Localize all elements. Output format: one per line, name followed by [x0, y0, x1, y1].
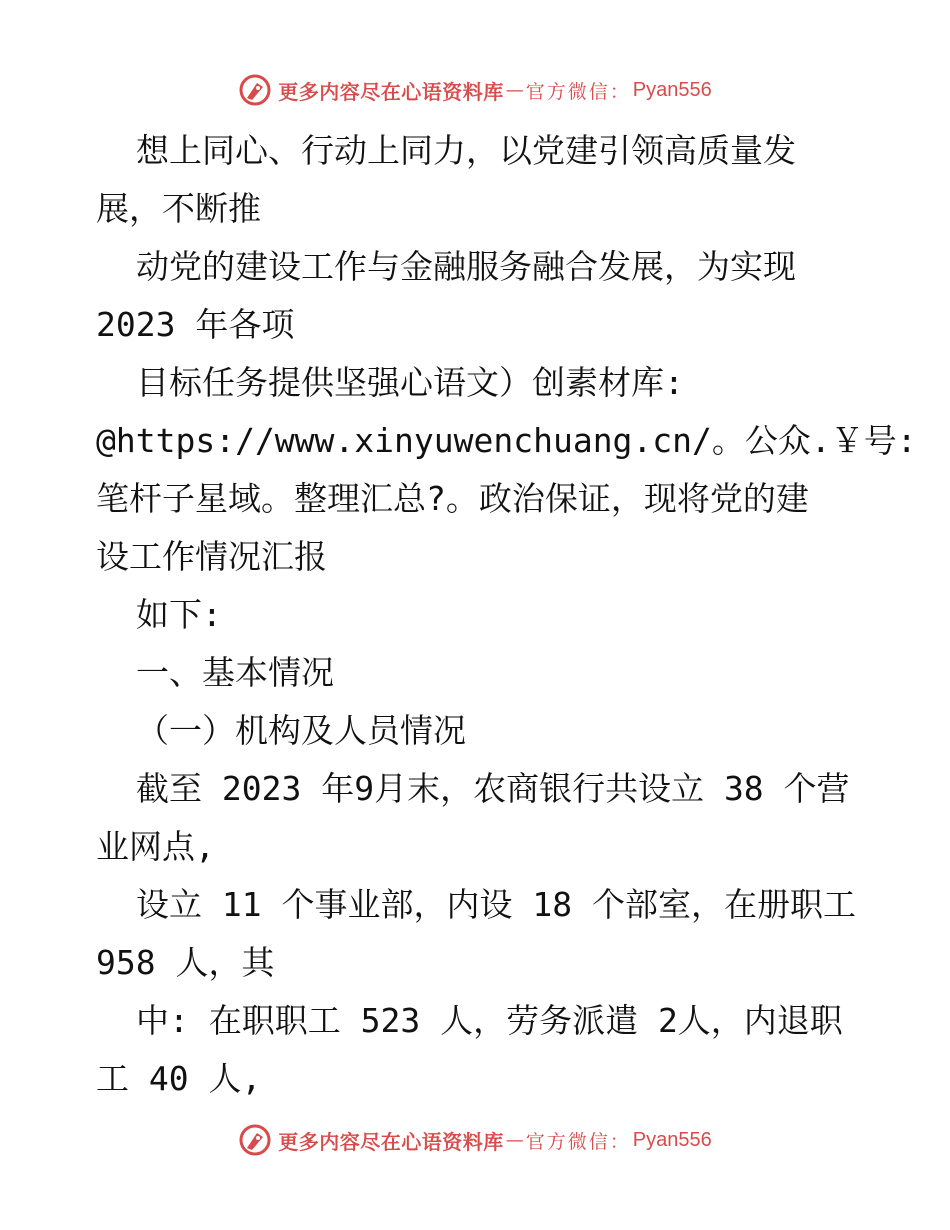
watermark-dash: — — [505, 79, 524, 101]
body-line: 设立 11 个事业部，内设 18 个部室，在册职工 — [136, 885, 856, 924]
body-line: 目标任务提供坚强心语文）创素材库: — [136, 363, 684, 402]
body-line: 想上同心、行动上同力，以党建引领高质量发 — [136, 131, 796, 170]
body-line: 2023 年各项 — [96, 305, 295, 344]
body-line: 958 人，其 — [96, 943, 275, 982]
body-line: 工 40 人, — [96, 1059, 262, 1098]
watermark-wechat-id: Pyan556 — [632, 78, 712, 101]
body-line: 动党的建设工作与金融服务融合发展，为实现 — [136, 247, 796, 286]
pen-nib-logo-icon — [238, 1123, 272, 1157]
watermark-label: 官方微信： — [525, 80, 631, 103]
watermark-label: 官方微信： — [525, 1130, 631, 1153]
section-heading: 一、基本情况 — [136, 653, 334, 692]
body-line-url: @https://www.xinyuwenchuang.cn/。公众.￥号: — [96, 421, 917, 460]
footer-watermark — [0, 1120, 950, 1160]
body-line: 如下: — [136, 595, 222, 634]
body-line: 展，不断推 — [96, 189, 261, 228]
watermark-dash: — — [505, 1129, 524, 1151]
body-line: 笔杆子星域。整理汇总?。政治保证，现将党的建 — [96, 479, 809, 518]
body-line: 业网点, — [96, 827, 215, 866]
subsection-heading: （一）机构及人员情况 — [136, 711, 466, 750]
watermark-wechat-id: Pyan556 — [632, 1128, 712, 1151]
watermark-site: 更多内容尽在心语资料库 — [278, 1129, 504, 1154]
pen-nib-logo-icon — [238, 73, 272, 107]
body-line: 中: 在职职工 523 人，劳务派遣 2人，内退职 — [136, 1001, 843, 1040]
header-watermark — [0, 70, 950, 110]
document-body — [96, 122, 917, 1108]
body-line: 设工作情况汇报 — [96, 537, 327, 576]
body-line: 截至 2023 年9月末，农商银行共设立 38 个营 — [136, 769, 850, 808]
watermark-site: 更多内容尽在心语资料库 — [278, 79, 504, 104]
